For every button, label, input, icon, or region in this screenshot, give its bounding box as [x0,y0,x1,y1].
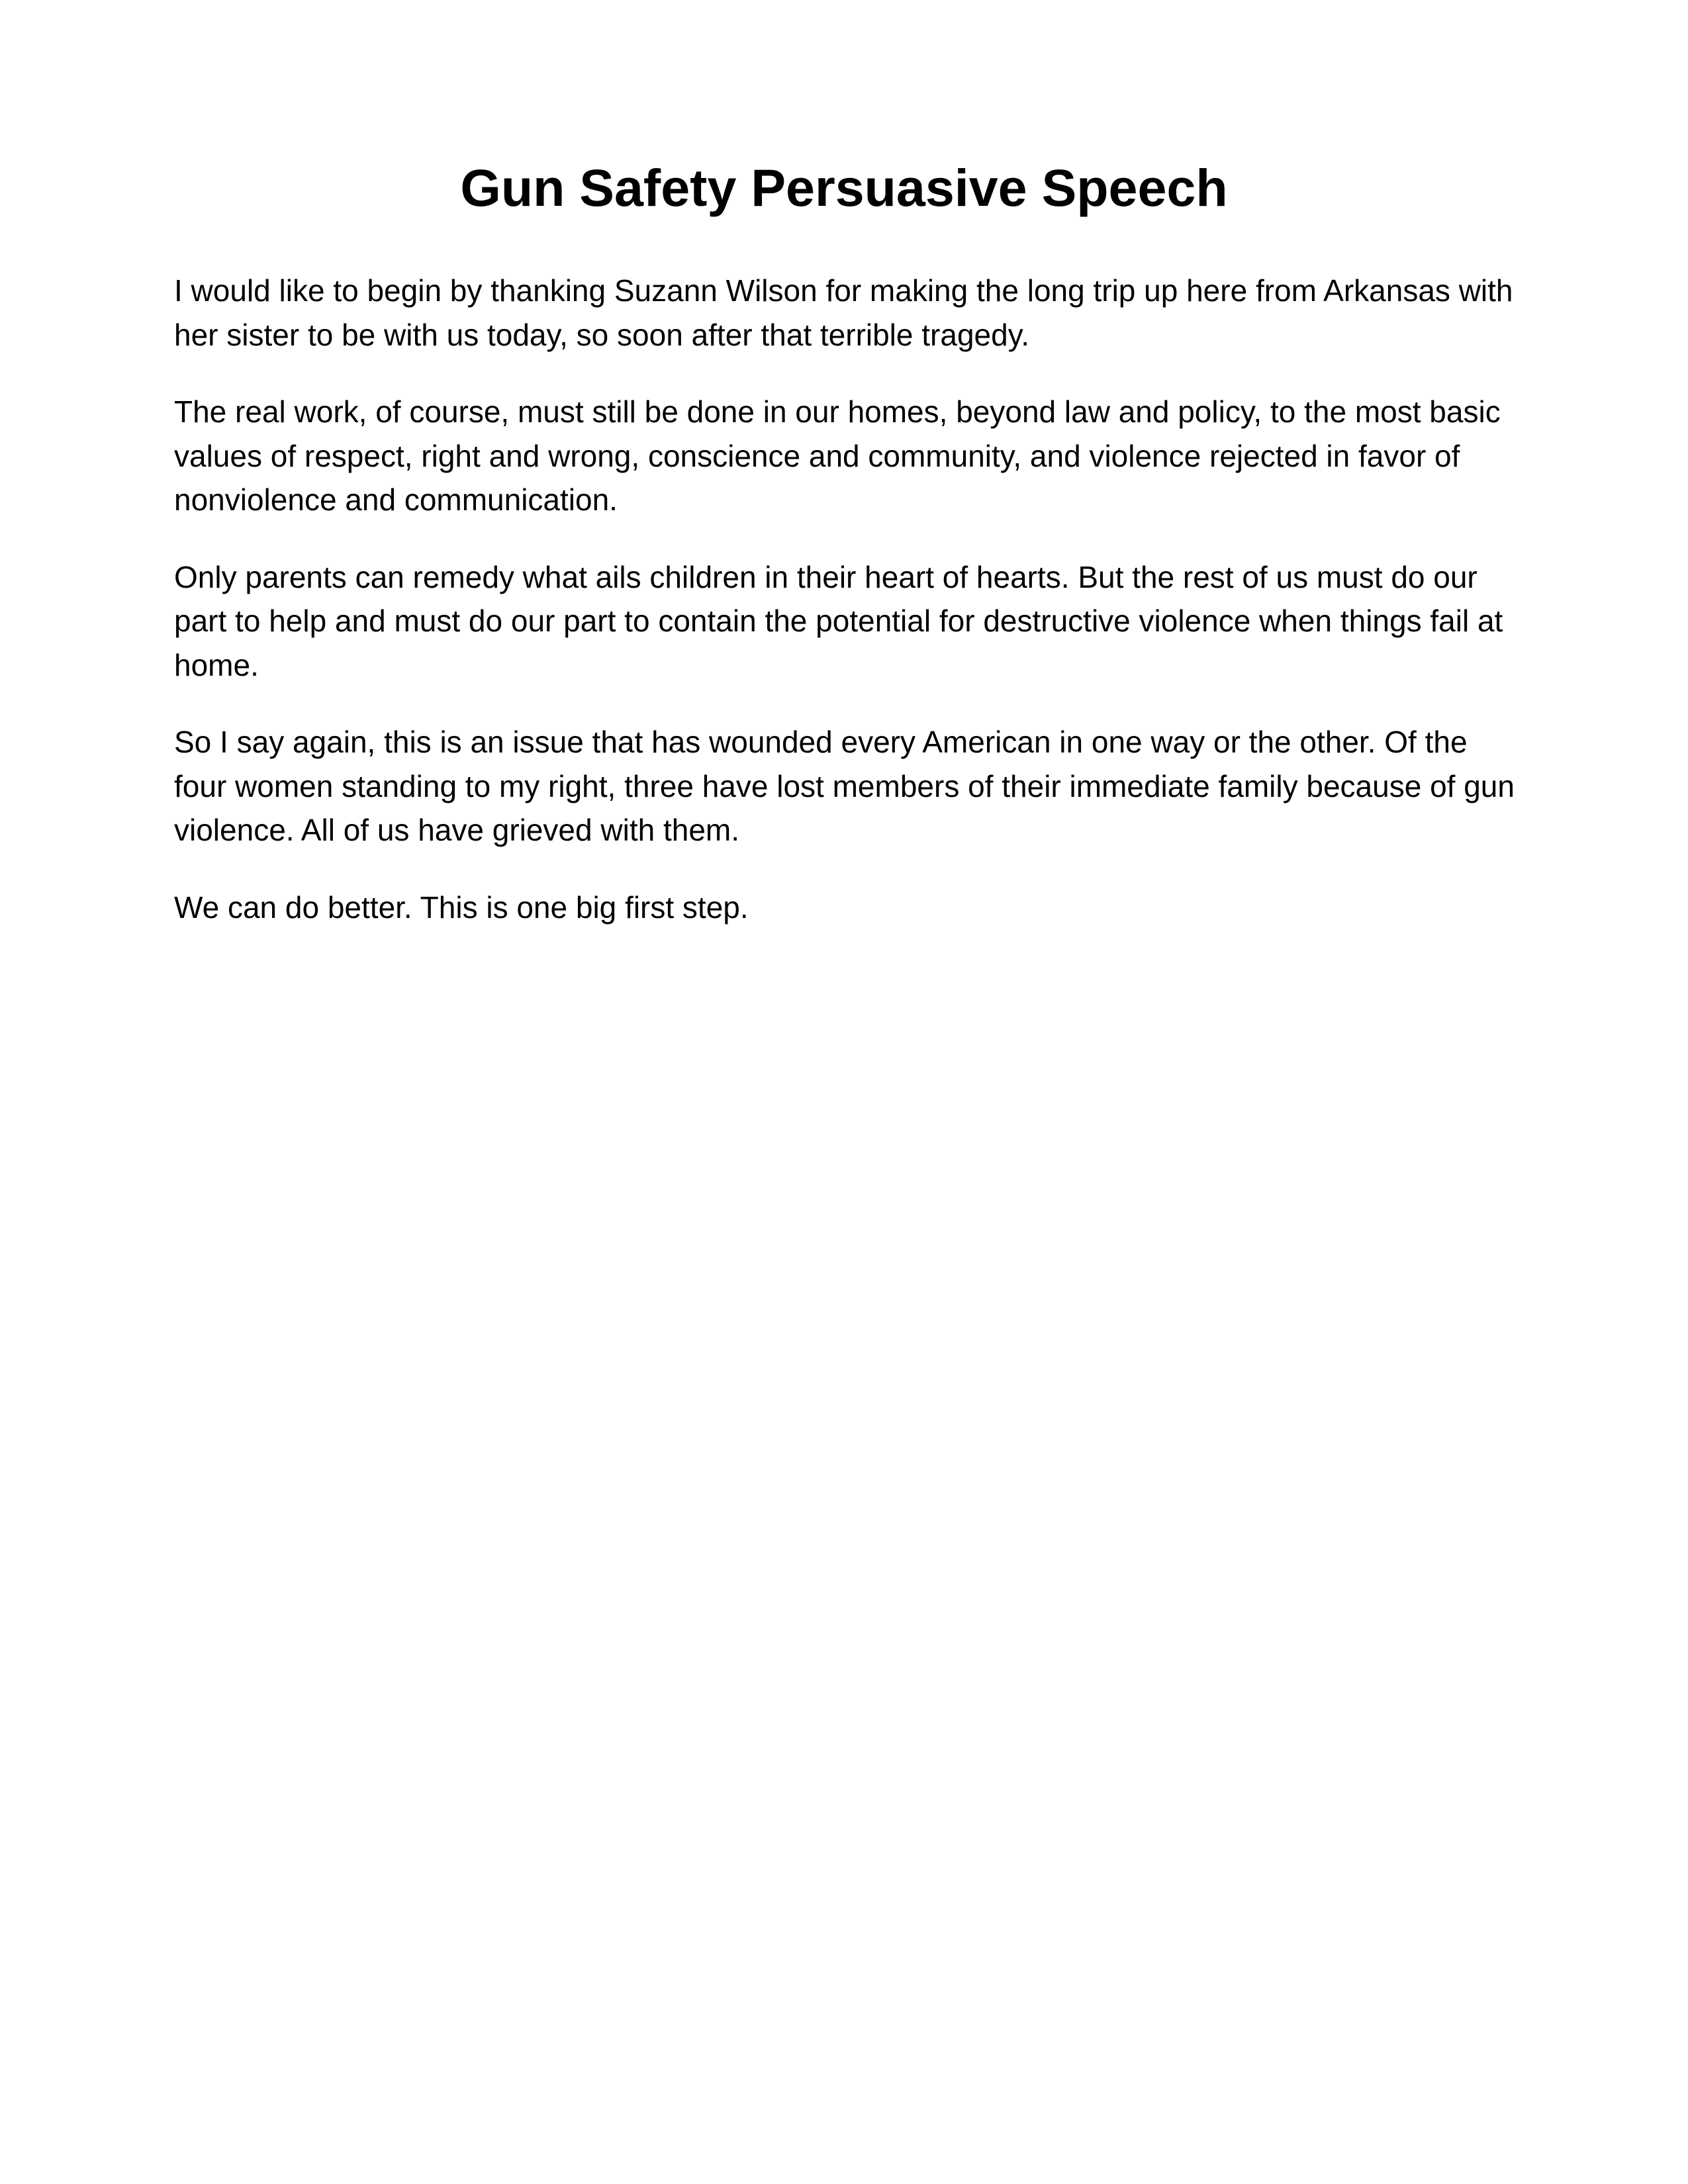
document-title: Gun Safety Persuasive Speech [460,158,1228,217]
paragraph-4: So I say again, this is an issue that has wounded every American in one way or the other. Of the four women standing to my right, three have lost members of their immediate family because of gun violence. All of us have grieved with them. [174,725,1515,847]
paragraph-5: We can do better. This is one big first step. [174,889,749,925]
paragraph-3: Only parents can remedy what ails children in their heart of hearts. But the rest of us must do our part to help and must do our part to contain the potential for destructive violence when things fail at home. [174,559,1503,682]
paragraph-1: I would like to begin by thanking Suzann Wilson for making the long trip up here from Arkansas with her sister to be with us today, so soon after that terrible tragedy. [174,273,1513,352]
document-body [174,269,1524,962]
paragraph-2: The real work, of course, must still be done in our homes, beyond law and policy, to the most basic values of respect, right and wrong, conscience and community, and violence rejected in favor of nonviolence and communication. [174,394,1501,517]
